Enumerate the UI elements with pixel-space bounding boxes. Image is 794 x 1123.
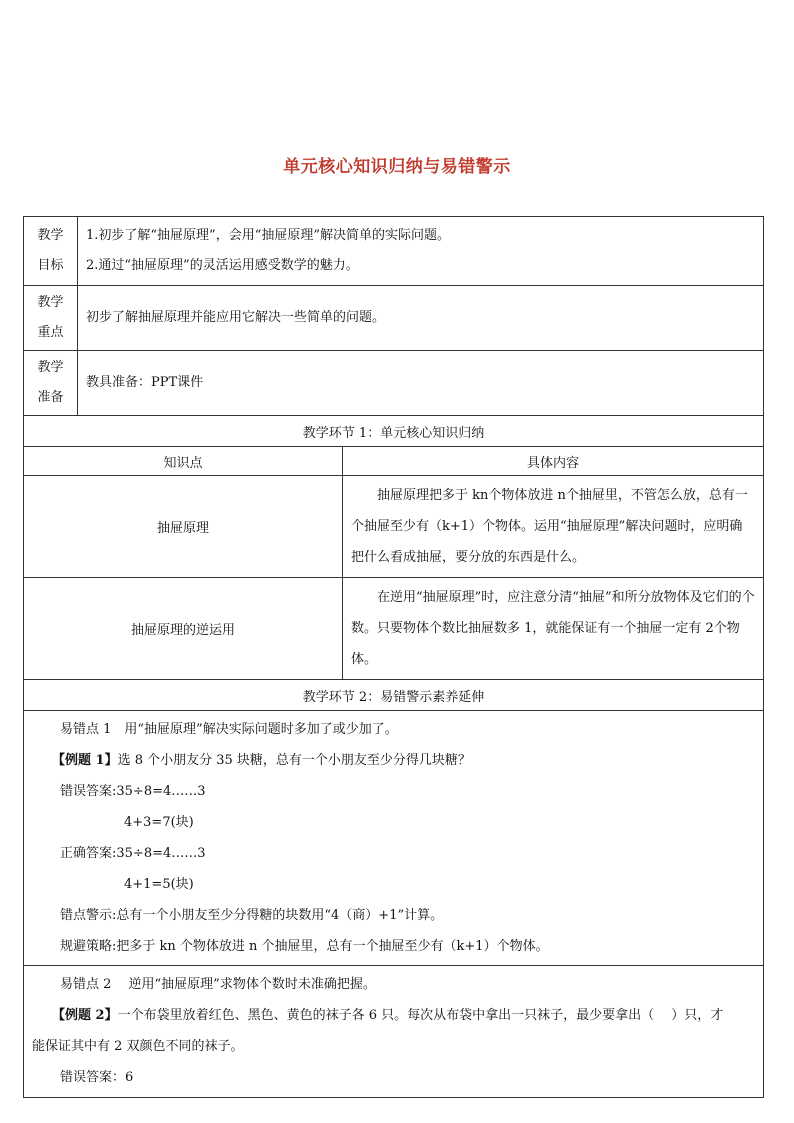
knowledge-name: 抽屉原理 [24, 476, 343, 578]
section1-columns-row [24, 447, 764, 476]
right-answer-1-line2: 4+1=5(块) [124, 877, 194, 892]
focus-label-line1: 教学 [37, 295, 64, 310]
example-1-tag: 【例题 1】 [52, 753, 118, 768]
focus-row [24, 286, 764, 351]
objective-1: 1.初步了解“抽屉原理”，会用“抽屉原理”解决简单的实际问题。 [86, 228, 450, 243]
error-point-2-row [24, 966, 764, 1098]
preparation-label [24, 351, 78, 416]
preparation-row [24, 351, 764, 416]
error-point-1-row [24, 711, 764, 966]
column-header-knowledge: 知识点 [24, 447, 343, 476]
lesson-table [23, 216, 764, 1098]
wrong-answer-1 [32, 776, 755, 807]
knowledge-name: 抽屉原理的逆运用 [24, 578, 343, 680]
wrong-answer-2: 错误答案：6 [60, 1070, 134, 1085]
error-point-2-title: 易错点 2 逆用“抽屉原理”求物体个数时未准确把握。 [60, 977, 376, 992]
section1-header: 教学环节 1：单元核心知识归纳 [24, 416, 764, 447]
column-header-content: 具体内容 [343, 447, 764, 476]
preparation-label-line1: 教学 [37, 360, 64, 375]
error-point-2 [24, 966, 764, 1098]
section1-header-row [24, 416, 764, 447]
section2-header-row [24, 680, 764, 711]
focus-label-line2: 重点 [37, 325, 64, 340]
objectives-content [78, 217, 764, 286]
focus-label [24, 286, 78, 351]
focus-content: 初步了解抽屉原理并能应用它解决一些简单的问题。 [78, 286, 764, 351]
objectives-row [24, 217, 764, 286]
wrong-answer-1-line1: 35÷8=4……3 [116, 784, 206, 799]
knowledge-row [24, 476, 764, 578]
example-2 [32, 1000, 755, 1031]
example-1 [32, 745, 755, 776]
section2-header: 教学环节 2：易错警示素养延伸 [24, 680, 764, 711]
example-2-tag: 【例题 2】 [52, 1008, 118, 1023]
example-1-text: 选 8 个小朋友分 35 块糖，总有一个小朋友至少分得几块糖？ [117, 753, 471, 768]
right-answer-1-line1: 35÷8=4……3 [116, 846, 206, 861]
example-2-text-2: 能保证其中有 2 双颜色不同的袜子。 [32, 1039, 244, 1054]
objectives-label [24, 217, 78, 286]
objective-2: 2.通过“抽屉原理”的灵活运用感受数学的魅力。 [86, 258, 359, 273]
error-point-1-title: 易错点 1 用“抽屉原理”解决实际问题时多加了或少加了。 [60, 722, 398, 737]
page-title: 单元核心知识归纳与易错警示 [283, 157, 511, 177]
knowledge-content: 抽屉原理把多于 kn个物体放进 n个抽屉里，不管怎么放，总有一个抽屉至少有（k+1）个物体。运用“抽屉原理”解决问题时，应明确把什么看成抽屉，要分放的东西是什么。 [343, 476, 764, 578]
wrong-answer-1-line2: 4+3=7(块) [124, 815, 194, 830]
example-2-text-1: 一个布袋里放着红色、黑色、黄色的袜子各 6 只。每次从布袋中拿出一只袜子，最少要拿出（ ）只，才 [117, 1008, 724, 1023]
avoid-strategy-1: 规避策略:把多于 kn 个物体放进 n 个抽屉里，总有一个抽屉至少有（k+1）个物体。 [60, 939, 549, 954]
preparation-content: 教具准备：PPT课件 [78, 351, 764, 416]
objectives-label-line1: 教学 [37, 228, 64, 243]
objectives-label-line2: 目标 [37, 258, 64, 273]
error-warning-1: 错点警示:总有一个小朋友至少分得糖的块数用“4（商）+1”计算。 [60, 908, 444, 923]
error-point-1 [24, 711, 764, 966]
right-answer-1-label: 正确答案: [60, 846, 117, 861]
preparation-label-line2: 准备 [37, 390, 64, 405]
wrong-answer-1-label: 错误答案: [60, 784, 117, 799]
knowledge-row [24, 578, 764, 680]
right-answer-1 [32, 838, 755, 869]
knowledge-content: 在逆用“抽屉原理”时，应注意分清“抽屉”和所分放物体及它们的个数。只要物体个数比抽屉数多 1，就能保证有一个抽屉一定有 2个物体。 [343, 578, 764, 680]
